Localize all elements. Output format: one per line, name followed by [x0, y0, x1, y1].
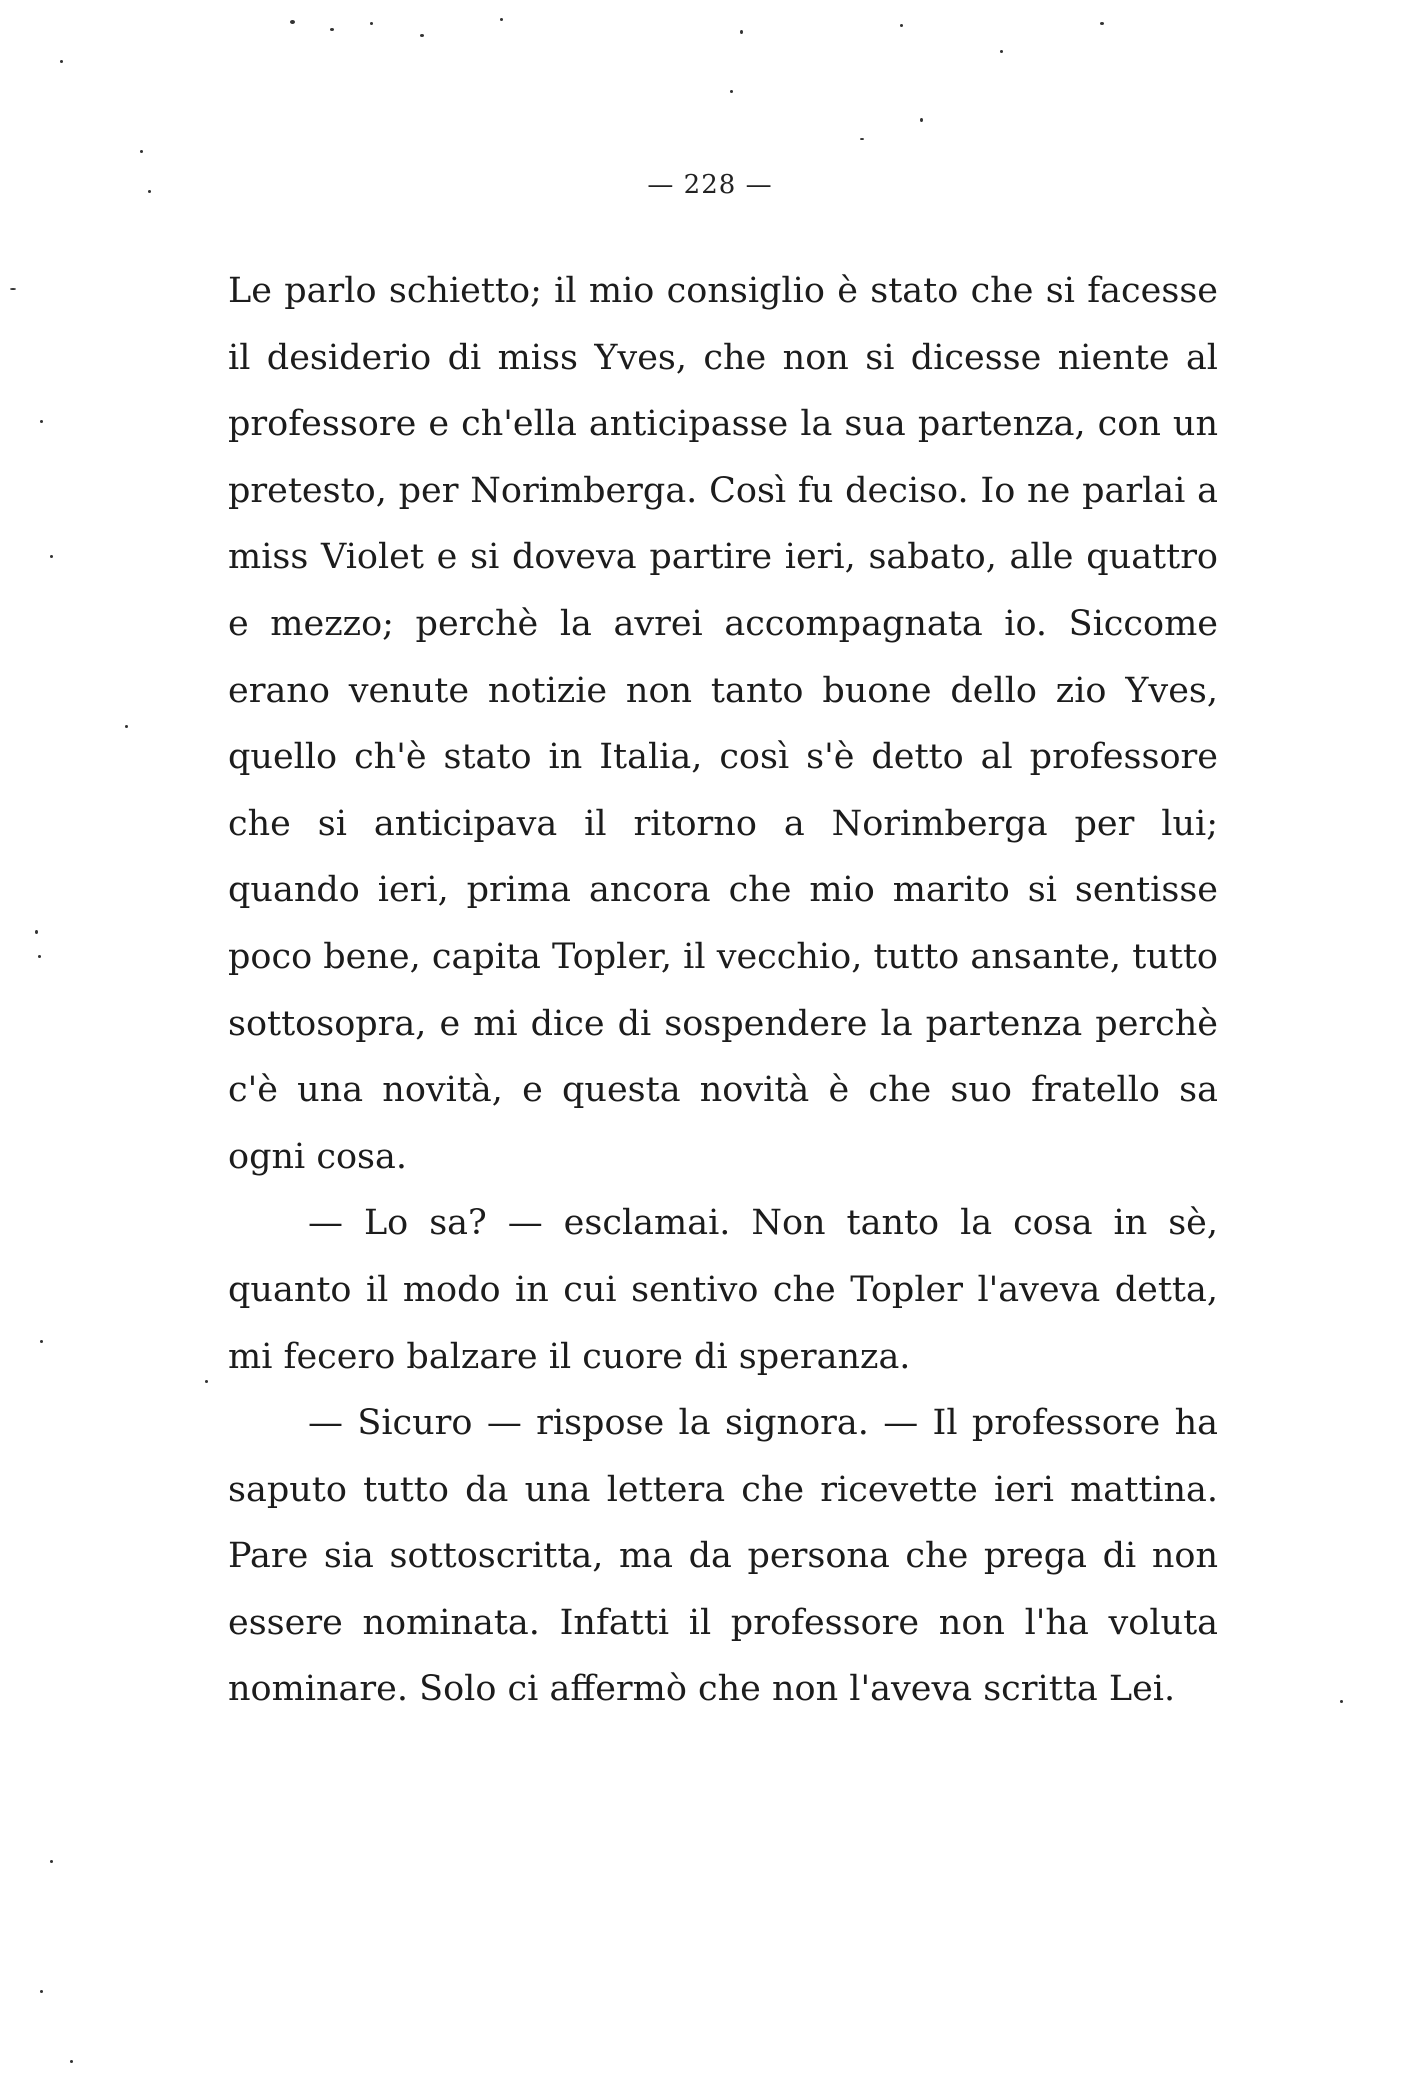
scan-speck	[370, 22, 373, 25]
paragraph: — Sicuro — rispose la signora. — Il professore ha saputo tutto da una lettera che ricevette ieri mattina. Pare sia sottoscritta, ma da persona che prega di non essere nominata. Infatti il professore non l'ha voluta nominare. Solo ci affermò che non l'aveva scritta Lei.	[228, 1403, 1218, 1710]
scan-speck	[40, 420, 43, 423]
scan-speck	[10, 288, 16, 290]
scan-speck	[140, 150, 143, 153]
scan-speck	[35, 930, 38, 934]
scan-speck	[330, 28, 334, 31]
scan-speck	[1000, 50, 1003, 53]
scan-speck	[730, 90, 733, 93]
scan-speck	[1100, 22, 1104, 25]
scan-speck	[500, 18, 503, 21]
scan-speck	[205, 1380, 208, 1383]
page-number: — 228 —	[647, 170, 773, 200]
scan-speck	[60, 60, 63, 63]
paragraph: — Lo sa? — esclamai. Non tanto la cosa in sè, quanto il modo in cui sentivo che Topler l'aveva detta, mi fecero balzare il cuore di speranza.	[228, 1203, 1218, 1377]
scan-speck	[860, 138, 864, 140]
scan-speck	[920, 118, 923, 122]
scan-speck	[40, 1990, 43, 1993]
scan-speck	[290, 20, 295, 24]
body-text	[228, 258, 1218, 1723]
scan-speck	[1340, 1700, 1343, 1703]
scan-speck	[125, 725, 128, 728]
scan-speck	[420, 34, 424, 37]
scan-speck	[50, 555, 53, 558]
paragraph: Le parlo schietto; il mio consiglio è stato che si facesse il desiderio di miss Yves, che non si dicesse niente al professore e ch'ella anticipasse la sua partenza, con un pretesto, per Norimberga. Così fu deciso. Io ne parlai a miss Violet e si doveva partire ieri, sabato, alle quattro e mezzo; perchè la avrei accompagnata io. Siccome erano venute notizie non tanto buone dello zio Yves, quello ch'è stato in Italia, così s'è detto al professore che si anticipava il ritorno a Norimberga per lui; quando ieri, prima ancora che mio marito si sentisse poco bene, capita Topler, il vecchio, tutto ansante, tutto sottosopra, e mi dice di sospendere la partenza perchè c'è una novità, e questa novità è che suo fratello sa ogni cosa.	[228, 271, 1218, 1177]
scan-speck	[70, 2060, 73, 2063]
scan-speck	[900, 24, 903, 27]
scan-speck	[40, 1340, 43, 1343]
scan-speck	[38, 955, 41, 958]
scan-speck	[740, 30, 743, 34]
scan-speck	[50, 1860, 53, 1863]
